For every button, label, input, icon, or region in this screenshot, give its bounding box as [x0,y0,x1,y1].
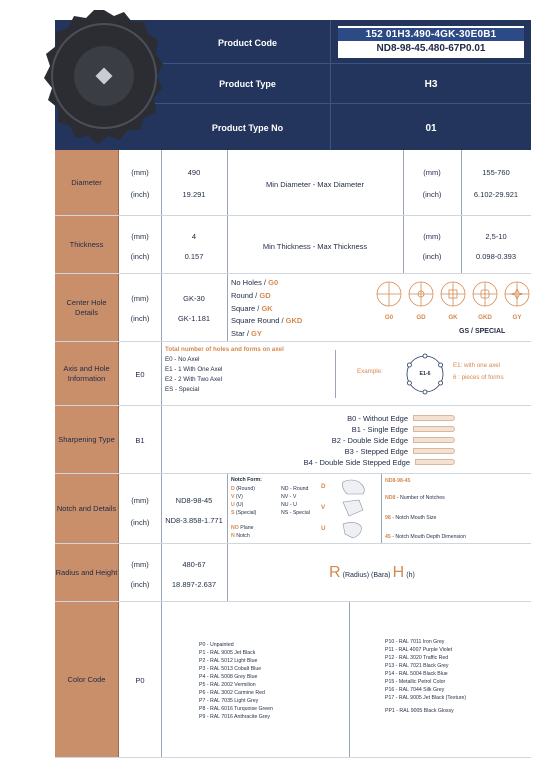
color-item: P17 - RAL 9005 Jet Black (Texture) [385,695,467,701]
sharpening-item: B0 - Without Edge [347,414,408,423]
axis-example-label: Example: [357,368,383,375]
hole-option: Square / GK [231,304,273,313]
unit-mm: (mm) [131,168,149,177]
edge-shape [413,415,455,421]
unit-inch: (inch) [130,518,150,527]
sharpening-row [55,406,531,474]
sharpening-value: B1 [135,436,145,445]
axis-item: ES - Special [165,386,200,393]
axis-row [55,342,531,406]
notch-n: N Notch [231,533,250,539]
notch-form-alt: NV - V [281,494,297,500]
hole-icon-label: GKD [478,314,492,321]
notch-legend: ND8 - Number of Notches [385,495,445,501]
diameter-inch: 19.291 [182,190,206,199]
color-item: P4 - RAL 5008 Grey Blue [199,674,258,680]
diameter-range-label: Min Diameter - Max Diameter [266,180,364,189]
hole-icon-label: GK [448,314,458,321]
color-item: P15 - Metallic Petrol Color [385,679,446,685]
notch-form-alt: NS - Special [281,510,310,516]
unit-inch: (inch) [422,252,442,261]
hole-special: GS / SPECIAL [459,328,506,335]
unit-inch: (inch) [130,314,150,323]
diameter-range-mm: 155-760 [482,168,510,177]
color-item: P2 - RAL 5012 Light Blue [199,658,258,664]
color-row [55,602,531,758]
axis-example-code: E1-6 [419,371,431,377]
color-item: P7 - RAL 7035 Light Grey [199,698,259,704]
unit-mm: (mm) [423,168,441,177]
unit-mm: (mm) [131,496,149,505]
color-item: P14 - RAL 5004 Black Blue [385,671,448,677]
color-item: PP1 - RAL 9005 Black Glossy [385,708,454,714]
axis-item: E0 - No Axel [165,356,200,363]
sharpening-item: B2 - Double Side Edge [331,436,408,445]
radius-row [55,544,531,602]
diameter-mm: 490 [187,168,201,177]
notch-label: Notch and Details [55,474,119,543]
radius-label: Radius and Height [55,544,119,601]
hole-icon-label: GD [416,314,426,321]
blade-image [44,8,164,148]
center-hole-inch: GK-1.181 [177,314,211,323]
axis-item: E2 - 2 With Two Axel [165,376,222,383]
product-code-line1: 152 01H3.490-4GK-30E0B1 [338,28,524,41]
product-type-no-value: 01 [425,123,437,134]
radius-inch: 18.897-2.637 [171,580,217,589]
unit-mm: (mm) [131,294,149,303]
thickness-range-mm: 2,5-10 [485,232,507,241]
thickness-label: Thickness [55,216,119,273]
hole-option: Square Round / GKD [231,316,303,325]
color-item: P3 - RAL 5013 Cobalt Blue [199,666,262,672]
notch-form-title: Notch Form: [231,477,262,483]
axis-label: Axis and Hole Information [55,342,119,405]
notch-shape-label: D [321,483,326,490]
axis-value: E0 [135,370,145,379]
diameter-range-inch: 6.102-29.921 [473,190,519,199]
edge-shape [415,459,455,465]
notch-legend: 45 - Notch Mouth Depth Dimension [385,534,467,540]
color-item: P10 - RAL 7011 Iron Grey [385,639,445,645]
unit-inch: (inch) [130,190,150,199]
axis-example-note: 6 : pieces of forms [453,374,504,381]
thickness-inch: 0.157 [184,252,204,261]
color-item: P9 - RAL 7016 Anthracite Grey [199,714,271,720]
sharpening-item: B3 - Stepped Edge [344,447,408,456]
notch-diag-code: ND8-98-45 [385,478,411,484]
product-code-line2: ND8-98-45.480-67P0.01 [376,43,486,54]
product-type-value: H3 [424,79,438,90]
thickness-range-label: Min Thickness - Max Thickness [262,242,368,251]
notch-mm: ND8-98-45 [175,496,213,505]
edge-shape [413,437,455,443]
sharpening-item: B1 - Single Edge [351,425,408,434]
edge-shape [413,426,455,432]
edge-shape [413,448,455,454]
hole-shape-icons [375,280,531,312]
thickness-range-inch: 0.098-0.393 [475,252,517,261]
product-code-box [338,26,524,58]
hole-option: No Holes / G0 [231,278,279,287]
thickness-mm: 4 [191,232,197,241]
notch-form: V (V) [231,494,243,500]
unit-inch: (inch) [130,580,150,589]
notch-form: U (U) [231,502,244,508]
product-type-label: Product Type [219,79,276,89]
color-item: P5 - RAL 2002 Vermilion [199,682,256,688]
notch-shape-icons [337,476,377,542]
color-value: P0 [135,676,145,685]
notch-row [55,474,531,544]
diameter-label: Diameter [55,150,119,215]
radius-formula: R (Radius) (Bara) H (h) [329,564,415,581]
color-item: P12 - RAL 3020 Traffic Red [385,655,449,661]
hole-icon-label: GY [512,314,522,321]
color-item: P6 - RAL 3002 Carmine Red [199,690,265,696]
center-hole-label: Center Hole Details [55,274,119,341]
product-code-label: Product Code [217,38,277,48]
axis-item: E1 - 1 With One Axel [165,366,223,373]
notch-legend: 98 - Notch Mouth Size [385,515,437,521]
product-type-no-label: Product Type No [211,123,284,133]
axis-example-note: E1: with one axel [453,362,501,369]
unit-mm: (mm) [131,560,149,569]
diameter-row [55,150,531,216]
color-item: P1 - RAL 9005 Jet Black [199,650,256,656]
unit-inch: (inch) [422,190,442,199]
sharpening-item: B4 - Double Side Stepped Edge [303,458,410,467]
notch-form-alt: ND - Round [281,486,309,492]
notch-plane: NO Plane [231,525,254,531]
sharpening-label: Sharpening Type [55,406,119,473]
color-item: P16 - RAL 7044 Silk Grey [385,687,445,693]
color-item: P13 - RAL 7021 Black Grey [385,663,449,669]
notch-shape-label: U [321,525,326,532]
color-item: P11 - RAL 4007 Purple Violet [385,647,453,653]
notch-form-alt: NU - U [281,502,297,508]
color-label: Color Code [55,602,119,757]
color-item: P8 - RAL 6016 Turquoise Green [199,706,273,712]
thickness-row [55,216,531,274]
radius-mm: 480-67 [182,560,206,569]
axis-title: Total number of holes and forms on axel [165,346,284,353]
unit-mm: (mm) [131,232,149,241]
notch-form: D (Round) [231,486,255,492]
unit-inch: (inch) [130,252,150,261]
notch-inch: ND8-3.858-1.771 [165,516,223,525]
color-item: P0 - Unpainted [199,642,234,648]
notch-shape-label: V [321,504,326,511]
hole-option: Round / GD [231,291,271,300]
unit-mm: (mm) [423,232,441,241]
notch-form: S (Special) [231,510,257,516]
hole-icon-label: G0 [384,314,394,321]
hole-option: Star / GY [231,329,262,338]
center-hole-row [55,274,531,342]
center-hole-mm: GK-30 [183,294,205,303]
